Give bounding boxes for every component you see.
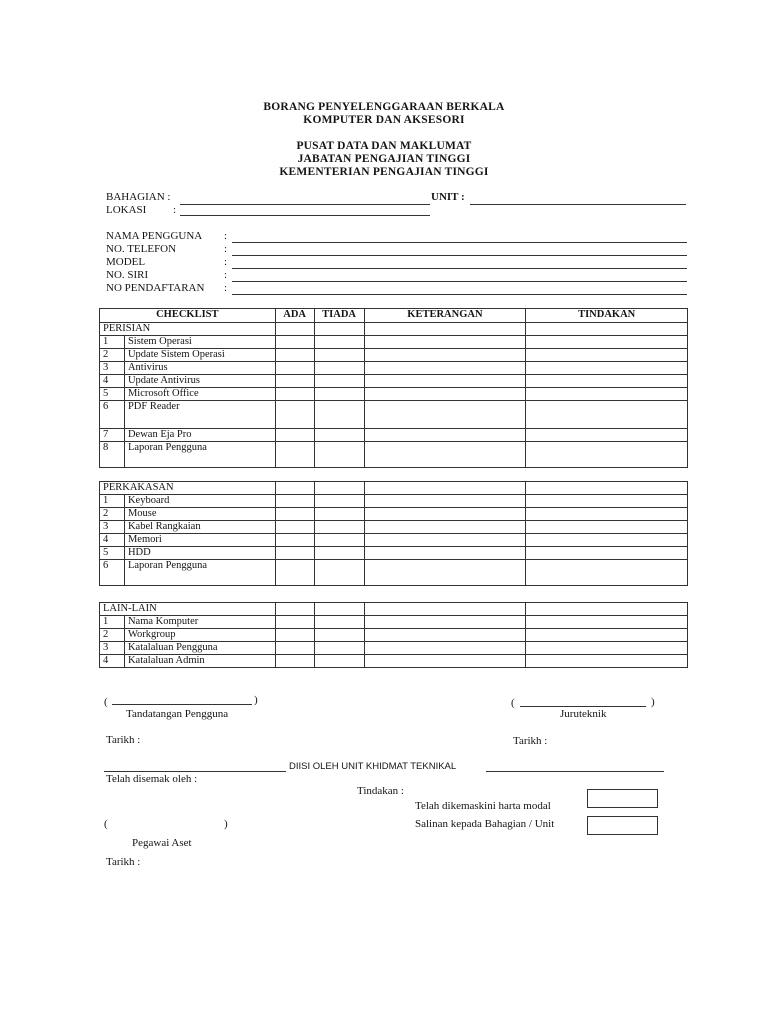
row-label: Microsoft Office xyxy=(124,388,275,401)
ada-cell[interactable] xyxy=(275,442,314,468)
tiada-cell[interactable] xyxy=(314,362,364,375)
keterangan-cell[interactable] xyxy=(364,534,526,547)
row-label: HDD xyxy=(124,547,275,560)
keterangan-cell[interactable] xyxy=(364,508,526,521)
close-paren: ) xyxy=(651,696,655,708)
no-telefon-label: NO. TELEFON xyxy=(106,243,177,255)
keterangan-cell[interactable] xyxy=(364,629,526,642)
colon: : xyxy=(224,230,228,242)
tiada-cell[interactable] xyxy=(314,495,364,508)
colon: : xyxy=(224,282,228,294)
ada-cell[interactable] xyxy=(275,429,314,442)
model-label: MODEL xyxy=(106,256,146,268)
table-row xyxy=(100,388,688,401)
row-number: 6 xyxy=(100,560,125,586)
tandatangan-label: Tandatangan Pengguna xyxy=(126,708,229,720)
row-label: Laporan Pengguna xyxy=(124,442,275,468)
open-paren: ( xyxy=(104,818,108,830)
tarikh-tech-label: Tarikh : xyxy=(513,735,548,747)
section-row xyxy=(100,482,688,495)
tindakan-cell[interactable] xyxy=(526,362,688,375)
row-number: 2 xyxy=(100,629,125,642)
header-ada: ADA xyxy=(275,309,314,323)
ada-cell[interactable] xyxy=(275,642,314,655)
section-title-lainlain: LAIN-LAIN xyxy=(100,603,276,616)
row-label: PDF Reader xyxy=(124,401,275,429)
tindakan-cell[interactable] xyxy=(526,336,688,349)
tarikh-user-label: Tarikh : xyxy=(106,734,141,746)
unit-field[interactable] xyxy=(470,204,686,205)
keterangan-cell[interactable] xyxy=(364,349,526,362)
divider-left xyxy=(104,771,286,772)
ada-cell[interactable] xyxy=(275,655,314,668)
row-number: 7 xyxy=(100,429,125,442)
tiada-cell[interactable] xyxy=(314,534,364,547)
row-label: Katalaluan Pengguna xyxy=(124,642,275,655)
open-paren: ( xyxy=(511,697,515,709)
salinan-checkbox[interactable] xyxy=(587,816,658,835)
table-row xyxy=(100,349,688,362)
ada-cell[interactable] xyxy=(275,375,314,388)
checklist-table-perkakasan xyxy=(99,481,688,586)
header-tiada: TIADA xyxy=(314,309,364,323)
tindakan-cell[interactable] xyxy=(526,521,688,534)
ada-cell[interactable] xyxy=(275,547,314,560)
section-title-perisian: PERISIAN xyxy=(100,323,276,336)
table-row xyxy=(100,629,688,642)
tindakan-cell[interactable] xyxy=(526,547,688,560)
dikemaskini-label: Telah dikemaskini harta modal xyxy=(415,800,551,812)
tiada-cell[interactable] xyxy=(314,442,364,468)
tindakan-cell[interactable] xyxy=(526,616,688,629)
table-row xyxy=(100,521,688,534)
keterangan-cell[interactable] xyxy=(364,495,526,508)
no-telefon-field[interactable] xyxy=(232,255,687,256)
tindakan-cell[interactable] xyxy=(526,401,688,429)
no-pendaftaran-label: NO PENDAFTARAN xyxy=(106,282,205,294)
row-label: Mouse xyxy=(124,508,275,521)
table-row xyxy=(100,336,688,349)
user-signature-line[interactable] xyxy=(112,704,252,705)
row-label: Antivirus xyxy=(124,362,275,375)
section-row xyxy=(100,603,688,616)
row-number: 8 xyxy=(100,442,125,468)
tiada-cell[interactable] xyxy=(314,429,364,442)
checklist-table-perisian xyxy=(99,308,688,468)
keterangan-cell[interactable] xyxy=(364,547,526,560)
row-label: Nama Komputer xyxy=(124,616,275,629)
ada-cell[interactable] xyxy=(275,362,314,375)
technical-unit-heading: DIISI OLEH UNIT KHIDMAT TEKNIKAL xyxy=(289,761,457,772)
dikemaskini-checkbox[interactable] xyxy=(587,789,658,808)
row-label: Update Antivirus xyxy=(124,375,275,388)
tindakan-cell[interactable] xyxy=(526,508,688,521)
row-number: 4 xyxy=(100,534,125,547)
nama-pengguna-label: NAMA PENGGUNA xyxy=(106,230,203,242)
keterangan-cell[interactable] xyxy=(364,401,526,429)
unit-label: UNIT : xyxy=(431,191,465,203)
model-field[interactable] xyxy=(232,268,687,269)
tindakan-cell[interactable] xyxy=(526,442,688,468)
lokasi-field[interactable] xyxy=(180,215,430,216)
ada-cell[interactable] xyxy=(275,508,314,521)
row-label: Kabel Rangkaian xyxy=(124,521,275,534)
close-paren: ) xyxy=(254,694,258,706)
row-number: 5 xyxy=(100,547,125,560)
ada-cell[interactable] xyxy=(275,336,314,349)
org-line1: PUSAT DATA DAN MAKLUMAT xyxy=(296,140,472,152)
pegawai-aset-label: Pegawai Aset xyxy=(132,837,192,849)
org-line3: KEMENTERIAN PENGAJIAN TINGGI xyxy=(279,166,489,178)
tindakan-cell[interactable] xyxy=(526,429,688,442)
header-tindakan: TINDAKAN xyxy=(526,309,688,323)
table-row xyxy=(100,560,688,586)
tiada-cell[interactable] xyxy=(314,629,364,642)
header-checklist: CHECKLIST xyxy=(100,309,276,323)
row-label: Dewan Eja Pro xyxy=(124,429,275,442)
tiada-cell[interactable] xyxy=(314,375,364,388)
keterangan-cell[interactable] xyxy=(364,655,526,668)
close-paren: ) xyxy=(224,818,228,830)
row-label: Keyboard xyxy=(124,495,275,508)
ada-cell[interactable] xyxy=(275,349,314,362)
row-number: 4 xyxy=(100,655,125,668)
table-row xyxy=(100,362,688,375)
no-siri-field[interactable] xyxy=(232,281,687,282)
lokasi-label: LOKASI xyxy=(106,204,147,216)
nama-pengguna-field[interactable] xyxy=(232,242,687,243)
tindakan-cell[interactable] xyxy=(526,349,688,362)
table-row xyxy=(100,495,688,508)
juruteknik-label: Juruteknik xyxy=(560,708,607,720)
ada-cell[interactable] xyxy=(275,495,314,508)
row-number: 1 xyxy=(100,336,125,349)
salinan-label: Salinan kepada Bahagian / Unit xyxy=(415,818,555,830)
tarikh-officer-label: Tarikh : xyxy=(106,856,141,868)
org-line2: JABATAN PENGAJIAN TINGGI xyxy=(297,153,471,165)
keterangan-cell[interactable] xyxy=(364,429,526,442)
table-row xyxy=(100,375,688,388)
tindakan-cell[interactable] xyxy=(526,375,688,388)
colon: : xyxy=(224,269,228,281)
table-row xyxy=(100,616,688,629)
tiada-cell[interactable] xyxy=(314,336,364,349)
checklist-table-lainlain xyxy=(99,602,688,668)
ada-cell[interactable] xyxy=(275,560,314,586)
tindakan-cell[interactable] xyxy=(526,495,688,508)
keterangan-cell[interactable] xyxy=(364,388,526,401)
row-number: 6 xyxy=(100,401,125,429)
tindakan-cell[interactable] xyxy=(526,388,688,401)
tindakan-cell[interactable] xyxy=(526,629,688,642)
row-label: Katalaluan Admin xyxy=(124,655,275,668)
table-row xyxy=(100,442,688,468)
ada-cell[interactable] xyxy=(275,616,314,629)
keterangan-cell[interactable] xyxy=(364,375,526,388)
row-number: 4 xyxy=(100,375,125,388)
form-title-line2: KOMPUTER DAN AKSESORI xyxy=(303,114,465,126)
row-label: Update Sistem Operasi xyxy=(124,349,275,362)
tiada-cell[interactable] xyxy=(314,616,364,629)
row-number: 1 xyxy=(100,495,125,508)
divider-right xyxy=(486,771,664,772)
keterangan-cell[interactable] xyxy=(364,616,526,629)
tiada-cell[interactable] xyxy=(314,521,364,534)
row-number: 3 xyxy=(100,521,125,534)
lokasi-colon: : xyxy=(173,204,177,216)
table-row xyxy=(100,642,688,655)
tindakan-cell[interactable] xyxy=(526,560,688,586)
tindakan-cell[interactable] xyxy=(526,534,688,547)
tiada-cell[interactable] xyxy=(314,508,364,521)
ada-cell[interactable] xyxy=(275,388,314,401)
technician-signature-line[interactable] xyxy=(520,706,646,707)
section-title-perkakasan: PERKAKASAN xyxy=(100,482,276,495)
table-row xyxy=(100,655,688,668)
tiada-cell[interactable] xyxy=(314,349,364,362)
keterangan-cell[interactable] xyxy=(364,336,526,349)
bahagian-field[interactable] xyxy=(180,204,430,205)
tindakan-cell[interactable] xyxy=(526,655,688,668)
row-label: Sistem Operasi xyxy=(124,336,275,349)
ada-cell[interactable] xyxy=(275,521,314,534)
tiada-cell[interactable] xyxy=(314,642,364,655)
row-number: 2 xyxy=(100,349,125,362)
tiada-cell[interactable] xyxy=(314,388,364,401)
ada-cell[interactable] xyxy=(275,534,314,547)
row-label: Workgroup xyxy=(124,629,275,642)
ada-cell[interactable] xyxy=(275,401,314,429)
ada-cell[interactable] xyxy=(275,629,314,642)
row-label: Memori xyxy=(124,534,275,547)
row-number: 1 xyxy=(100,616,125,629)
no-pendaftaran-field[interactable] xyxy=(232,294,687,295)
disemak-label: Telah disemak oleh : xyxy=(106,773,198,785)
keterangan-cell[interactable] xyxy=(364,521,526,534)
open-paren: ( xyxy=(104,696,108,708)
tindakan-label: Tindakan : xyxy=(357,785,404,797)
tiada-cell[interactable] xyxy=(314,560,364,586)
form-title-line1: BORANG PENYELENGGARAAN BERKALA xyxy=(263,101,505,113)
keterangan-cell[interactable] xyxy=(364,642,526,655)
bahagian-label: BAHAGIAN : xyxy=(106,191,171,203)
table-row xyxy=(100,547,688,560)
table-row xyxy=(100,508,688,521)
header-keterangan: KETERANGAN xyxy=(364,309,526,323)
row-label: Laporan Pengguna xyxy=(124,560,275,586)
tiada-cell[interactable] xyxy=(314,401,364,429)
table-header-row xyxy=(100,309,688,323)
table-row xyxy=(100,429,688,442)
tiada-cell[interactable] xyxy=(314,547,364,560)
table-row xyxy=(100,534,688,547)
keterangan-cell[interactable] xyxy=(364,362,526,375)
colon: : xyxy=(224,243,228,255)
keterangan-cell[interactable] xyxy=(364,560,526,586)
colon: : xyxy=(224,256,228,268)
row-number: 2 xyxy=(100,508,125,521)
tindakan-cell[interactable] xyxy=(526,642,688,655)
row-number: 3 xyxy=(100,642,125,655)
tiada-cell[interactable] xyxy=(314,655,364,668)
row-number: 5 xyxy=(100,388,125,401)
row-number: 3 xyxy=(100,362,125,375)
table-row xyxy=(100,401,688,429)
no-siri-label: NO. SIRI xyxy=(106,269,149,281)
section-row xyxy=(100,323,688,336)
keterangan-cell[interactable] xyxy=(364,442,526,468)
